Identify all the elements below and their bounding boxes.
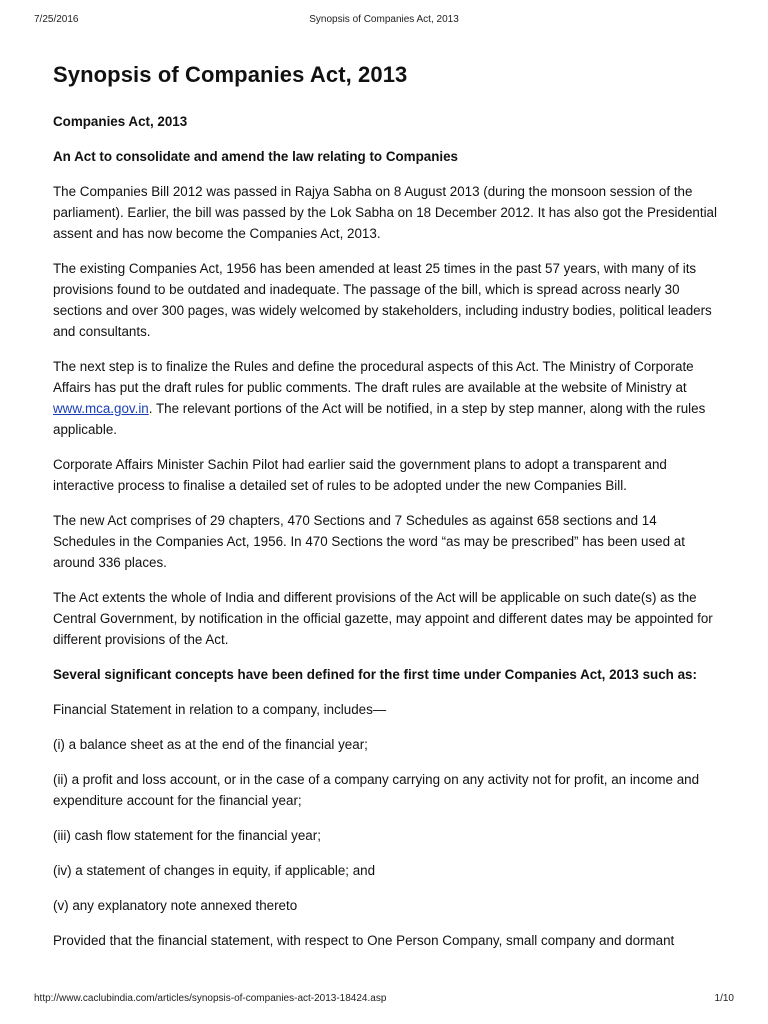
paragraph-applicability: The Act extents the whole of India and different provisions of the Act will be applicable on such date(s) as the Central Government, by notification in the official gazette, may appoint and different dates may be appointed for different provisions of the Act. xyxy=(53,590,713,647)
paragraph-next-step-tail: . The relevant portions of the Act will be notified, in a step by step manner, along with the rules applicable. xyxy=(53,401,706,437)
paragraph-next-step-text: The next step is to finalize the Rules and define the procedural aspects of this Act. The Ministry of Corporate Affairs has put the draft rules for public comments. The draft rules are available at the website of Ministry at xyxy=(53,359,694,395)
paragraph-existing-act: The existing Companies Act, 1956 has been amended at least 25 times in the past 57 years, with many of its provisions found to be outdated and inadequate. The passage of the bill, which is spread across nearly 30 sections and over 300 pages, was widely welcomed by stakeholders, including industry bodies, political leaders and consultants. xyxy=(53,261,712,339)
list-item: (iii) cash flow statement for the financial year; xyxy=(53,828,321,843)
paragraph-structure: The new Act comprises of 29 chapters, 470 Sections and 7 Schedules as against 658 sections and 14 Schedules in the Companies Act, 1956. In 470 Sections the word “as may be prescribed” has been used at around 336 places. xyxy=(53,513,685,570)
article-body xyxy=(53,60,719,965)
print-date: 7/25/2016 xyxy=(34,14,79,25)
list-item: (i) a balance sheet as at the end of the financial year; xyxy=(53,737,368,752)
list-item: (v) any explanatory note annexed thereto xyxy=(53,898,298,913)
paragraph-minister: Corporate Affairs Minister Sachin Pilot had earlier said the government plans to adopt a transparent and interactive process to finalise a detailed set of rules to be adopted under the new Companies Bill. xyxy=(53,457,667,493)
paragraph-next-step xyxy=(53,356,719,440)
concepts-heading: Several significant concepts have been defined for the first time under Companies Act, 2013 such as: xyxy=(53,667,697,682)
article-subtitle: Companies Act, 2013 xyxy=(53,114,188,129)
mca-website-link[interactable]: www.mca.gov.in xyxy=(53,401,149,416)
financial-statement-intro: Financial Statement in relation to a company, includes— xyxy=(53,702,387,717)
print-url: http://www.caclubindia.com/articles/synopsis-of-companies-act-2013-18424.asp xyxy=(34,993,387,1004)
print-doc-title: Synopsis of Companies Act, 2013 xyxy=(309,14,459,25)
paragraph-proviso: Provided that the financial statement, with respect to One Person Company, small company and dormant xyxy=(53,933,675,948)
page-number: 1/10 xyxy=(714,993,734,1004)
article-tagline: An Act to consolidate and amend the law relating to Companies xyxy=(53,149,458,164)
list-item: (ii) a profit and loss account, or in the case of a company carrying on any activity not for profit, an income and expenditure account for the financial year; xyxy=(53,772,700,808)
article-title: Synopsis of Companies Act, 2013 xyxy=(53,62,408,87)
paragraph-bill-passed: The Companies Bill 2012 was passed in Rajya Sabha on 8 August 2013 (during the monsoon session of the parliament). Earlier, the bill was passed by the Lok Sabha on 18 December 2012. It has also got the Presidential assent and has now become the Companies Act, 2013. xyxy=(53,184,717,241)
list-item: (iv) a statement of changes in equity, if applicable; and xyxy=(53,863,376,878)
